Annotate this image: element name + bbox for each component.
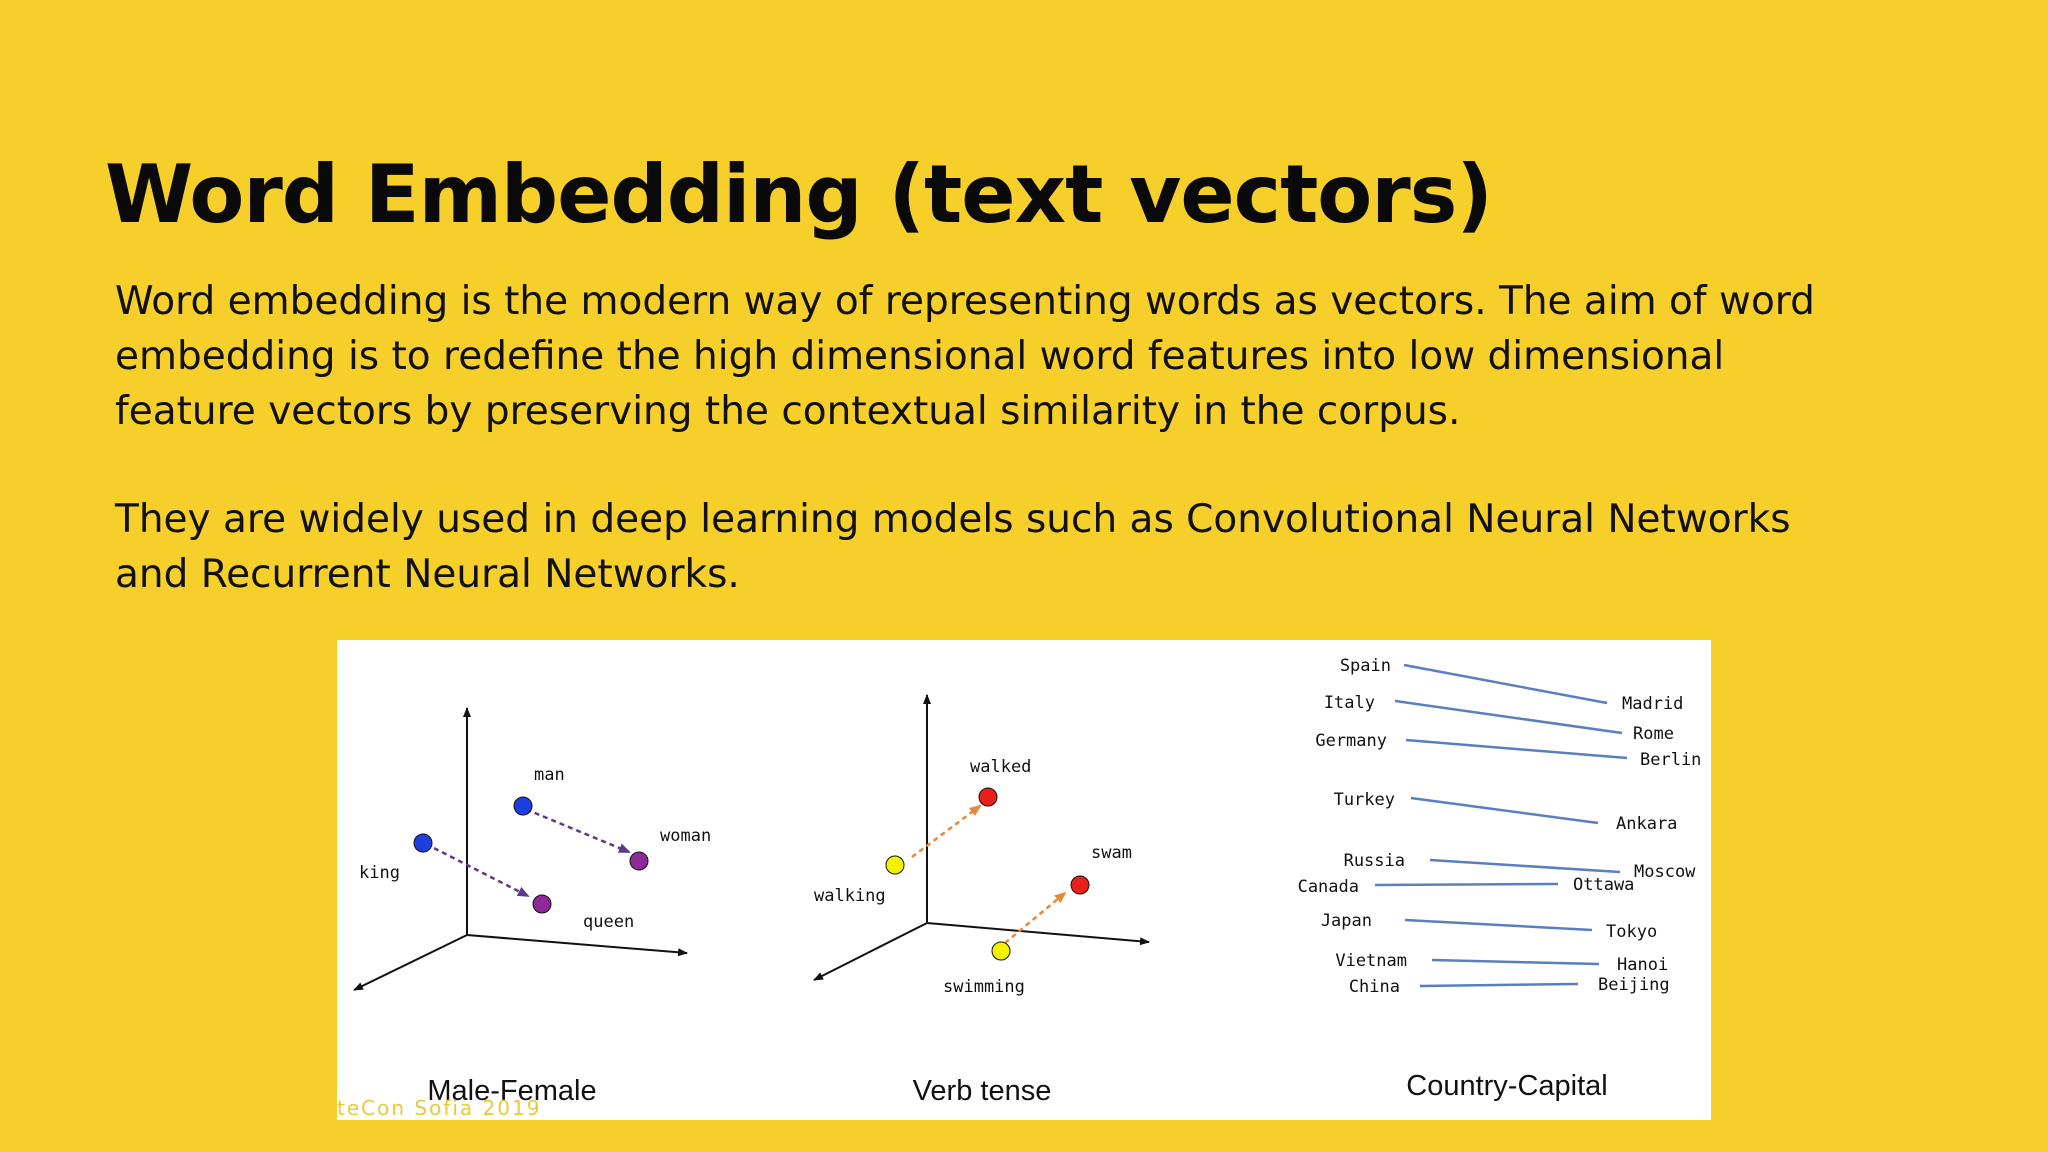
walking-point (886, 856, 904, 874)
verb-tense-panel (814, 695, 1149, 1107)
man-point (514, 797, 532, 815)
man-woman-arrow (518, 806, 629, 852)
country-capital-caption: Country-Capital (1406, 1070, 1608, 1102)
pair-line (1430, 860, 1620, 872)
walked-point (979, 788, 997, 806)
conference-watermark: teCon Sofia 2019 (337, 1096, 542, 1120)
male-female-caption: Male-Female (427, 1075, 597, 1107)
capital-label: Tokyo (1606, 922, 1658, 942)
country-label: Italy (1323, 693, 1375, 713)
woman-label: woman (660, 826, 712, 846)
pair-line (1411, 798, 1598, 823)
pair-spain-madrid (1340, 656, 1684, 714)
pair-line (1420, 984, 1578, 986)
pair-canada-ottawa (1298, 875, 1635, 897)
swam-point (1071, 876, 1089, 894)
pair-line (1405, 920, 1592, 930)
capital-label: Hanoi (1617, 955, 1669, 975)
slide-title: Word Embedding (text vectors) (105, 148, 1492, 241)
country-label: Canada (1297, 877, 1359, 897)
country-label: Japan (1320, 911, 1372, 931)
queen-point (533, 895, 551, 913)
capital-label: Berlin (1640, 750, 1702, 770)
king-label: king (359, 863, 400, 883)
pair-line (1375, 884, 1558, 885)
pair-china-beijing (1349, 975, 1670, 997)
king-point (414, 834, 432, 852)
pair-japan-tokyo (1321, 911, 1657, 942)
swam-label: swam (1091, 843, 1132, 863)
country-label: Russia (1343, 851, 1405, 871)
country-label: Turkey (1333, 790, 1395, 810)
verb-tense-caption: Verb tense (912, 1075, 1052, 1107)
walking-walked-arrow (912, 806, 980, 857)
pair-vietnam-hanoi (1335, 951, 1668, 975)
swimming-label: swimming (943, 977, 1025, 997)
pair-line (1395, 701, 1622, 733)
usage-paragraph: They are widely used in deep learning models such as Convolutional Neural Networks and Recurrent Neural Networks. (115, 497, 1791, 597)
country-capital-panel (1298, 656, 1702, 1102)
vt-z-axis (814, 923, 927, 980)
mf-x-axis (467, 935, 687, 953)
capital-label: Madrid (1622, 694, 1684, 714)
capital-label: Rome (1633, 724, 1674, 744)
country-label: Vietnam (1335, 951, 1407, 971)
man-label: man (534, 765, 565, 785)
king-queen-arrow (426, 844, 528, 896)
country-label: Germany (1315, 731, 1387, 751)
male-female-panel (354, 708, 711, 1107)
swimming-point (992, 942, 1010, 960)
swimming-swam-arrow (1005, 893, 1065, 943)
country-label: China (1348, 977, 1400, 997)
pair-line (1406, 740, 1627, 758)
vt-x-axis (927, 923, 1149, 942)
intro-paragraph: Word embedding is the modern way of representing words as vectors. The aim of word embedding is to redefine the high dimensional word features into low dimensional feature vectors by preserving the contextual similarity in the corpus. (115, 279, 1815, 434)
queen-label: queen (583, 912, 635, 932)
walking-label: walking (814, 886, 886, 906)
capital-label: Ottawa (1573, 875, 1635, 895)
embedding-figure (337, 640, 1711, 1120)
country-label: Spain (1339, 656, 1391, 676)
capital-label: Moscow (1634, 862, 1696, 882)
pair-line (1404, 665, 1607, 703)
woman-point (630, 852, 648, 870)
pair-turkey-ankara (1334, 790, 1678, 834)
walked-label: walked (970, 757, 1032, 777)
pair-line (1432, 960, 1599, 964)
capital-label: Beijing (1598, 975, 1670, 995)
mf-z-axis (354, 935, 467, 990)
embedding-diagram (337, 640, 1711, 1120)
pair-russia-moscow (1344, 851, 1697, 882)
capital-label: Ankara (1616, 814, 1678, 834)
